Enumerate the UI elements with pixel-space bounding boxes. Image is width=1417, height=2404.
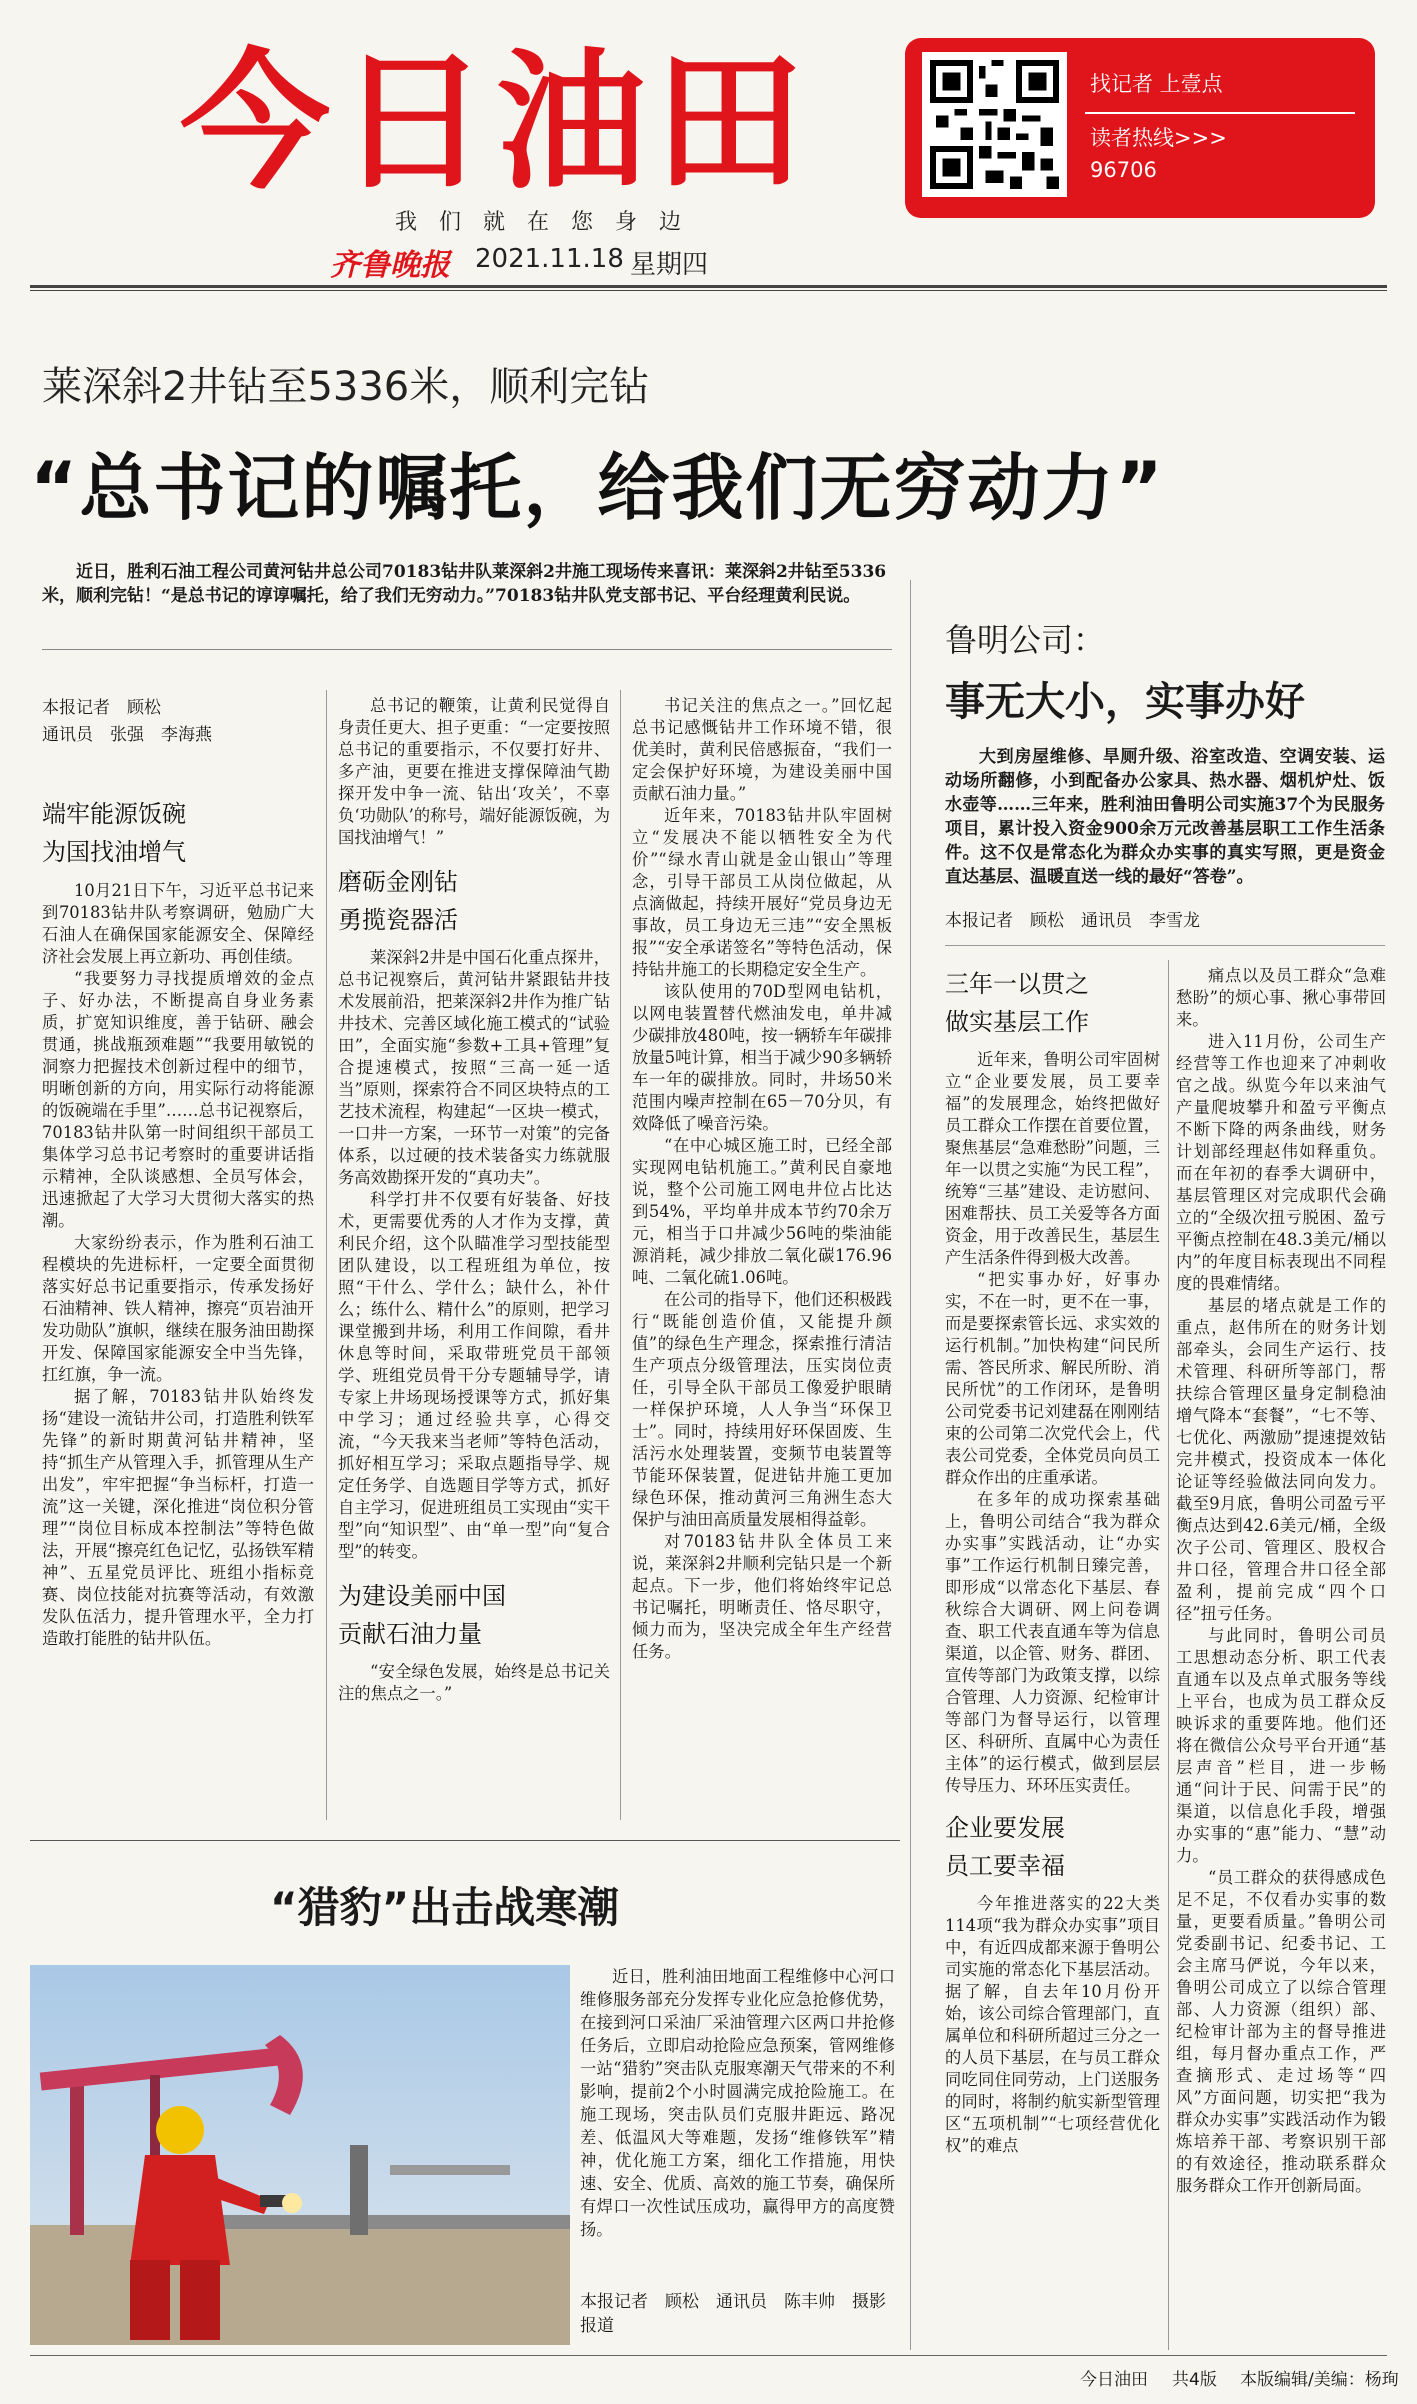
paragraph: 10月21日下午，习近平总书记来到70183钻井队考察调研，勉励广大石油人在确保国家能源安全、保障经济社会发展上再立新功、再创佳绩。 [42, 881, 314, 966]
lead-section2-title-b: 勇揽瓷器活 [338, 906, 458, 934]
feature-byline: 本报记者 顾松 通讯员 陈丰帅 摄影报道 [580, 2292, 886, 2336]
right-column-1 [945, 965, 1160, 2345]
paragraph: 总书记的鞭策，让黄利民觉得自身责任更大、担子更重：“一定要按照总书记的重要指示，不仅要打好井、多产油，更要在推进支撑保障油气勘探开发中争一流、钻出‘攻关’，不辜负‘功勋队’的称号，端好能源饭碗，为国找油增气！” [338, 696, 610, 847]
lead-byline-correspondent: 通讯员 张强 李海燕 [42, 725, 212, 745]
right-kicker: 鲁明公司： [945, 621, 1106, 659]
paragraph: “在中心城区施工时，已经全部实现网电钻机施工。”黄利民自豪地说，整个公司施工网电井位占比达到54%，平均单井成本节约70余万元，相当于口井减少56吨的柴油能源消耗，减少排放二氧化碳176.96吨、二氧化硫1.06吨。 [632, 1136, 892, 1287]
paragraph: 进入11月份，公司生产经营等工作也迎来了冲刺收官之战。纵览今年以来油气产量爬坡攀升和盈亏平衡点不断下降的两条曲线，财务计划部经理赵伟如释重负。而在年初的春季大调研中，基层管理区对完成职代会确立的“全级次扭亏脱困、盈亏平衡点控制在48.3美元/桶以内”的年度目标表现出不同程度的畏难情绪。 [1176, 1032, 1386, 1293]
right-section1-title-b: 做实基层工作 [945, 1008, 1089, 1036]
header-rule [30, 285, 1387, 288]
footer-editor: 本版编辑/美编：杨珣 [1240, 2370, 1399, 2390]
paragraph: 近年来，70183钻井队牢固树立“发展决不能以牺牲安全为代价”“绿水青山就是金山银山”等理念，引导干部员工从岗位做起，从点滴做起，持续开展好“党员身边无事故，员工身边无三违”“安全黑板报”“安全承诺签名”等特色活动，保持钻井施工的长期稳定安全生产。 [632, 806, 892, 979]
column-divider [910, 580, 911, 2350]
paragraph: 对70183钻井队全体员工来说，莱深斜2井顺利完钻只是一个新起点。下一步，他们将始终牢记总书记嘱托，明晰责任、恪尽职守，倾力而为，坚决完成全年生产经营任务。 [632, 1532, 892, 1661]
footer-page-count: 共4版 [1172, 2370, 1217, 2390]
paragraph: “安全绿色发展，始终是总书记关注的焦点之一。” [338, 1662, 610, 1703]
right-byline: 本报记者 顾松 通讯员 李雪龙 [945, 911, 1200, 931]
lead-section1-title-a: 端牢能源饭碗 [42, 800, 186, 828]
section-rule [945, 945, 1385, 946]
paragraph: 据了解，70183钻井队始终发扬“建设一流钻井公司，打造胜利铁军先锋”的新时期黄河钻井精神，坚持“抓生产从管理入手，抓管理从生产出发”，牢牢把握“争当标杆，打造一流”这一关键，深化推进“岗位积分管理”“岗位目标成本控制法”等特色做法，开展“擦亮红色记忆，弘扬铁军精神”、五星党员评比、班组小指标竞赛、岗位技能对抗赛等活动，有效激发队伍活力，提升管理水平，全力打造敢打能胜的钻井队伍。 [42, 1387, 314, 1648]
hotline-number: 96706 [1090, 158, 1157, 182]
issue-weekday: 星期四 [630, 250, 709, 280]
contact-divider [1085, 112, 1355, 114]
paragraph: 在公司的指导下，他们还积极践行“既能创造价值，又能提升颜值”的绿色生产理念，探索推行清洁生产项点分级管理法，压实岗位责任，引导全队干部员工像爱护眼睛一样保护环境，人人争当“环保卫士”。同时，持续用好环保固废、生活污水处理装置，变频节电装置等节能环保装置，促进钻井施工更加绿色环保，推动黄河三角洲生态大保护与油田高质量发展相得益彰。 [632, 1290, 892, 1529]
paragraph: “我要努力寻找提质增效的金点子、好办法，不断提高自身业务素质，扩宽知识维度，善于钻研、融会贯通，挑战瓶颈难题”“我要用敏锐的洞察力把握技术创新过程中的细节，明晰创新的方向，用实际行动将能源的饭碗端在手里”……总书记视察后，70183钻井队第一时间组织干部员工集体学习总书记考察时的重要讲话指示精神，全队谈感想、全员写体会，迅速掀起了大学习大贯彻大落实的热潮。 [42, 969, 314, 1230]
paragraph: 痛点以及员工群众“急难愁盼”的烦心事、揪心事带回来。 [1176, 966, 1386, 1029]
sponsor-logo: 齐鲁晚报 [330, 248, 450, 283]
lead-section1-title-b: 为国找油增气 [42, 838, 186, 866]
feature-rule [30, 1840, 900, 1841]
right-column-2 [1176, 965, 1386, 2345]
lead-section3-title-a: 为建设美丽中国 [338, 1582, 506, 1610]
feature-text: 近日，胜利油田地面工程维修中心河口维修服务部充分发挥专业化应急抢修优势，在接到河口采油厂采油管理六区两口井抢修任务后，立即启动抢险应急预案，管网维修一站“猎豹”突击队克服寒潮天气带来的不利影响，提前2个小时圆满完成抢险施工。在施工现场，突击队员们克服井距远、路况差、低温风大等难题，发扬“维修铁军”精神，优化施工方案，细化工作措施，用快速、安全、优质、高效的施工节奏，确保所有焊口一次性试压成功，赢得甲方的高度赞扬。 [580, 1967, 895, 2239]
lead-column-1 [42, 880, 314, 1820]
paragraph: “把实事办好，好事办实，不在一时，更不在一事，而是要探索管长远、求实效的运行机制。”加快构建“问民所需、答民所求、解民所盼、消民所忧”的工作闭环，是鲁明公司党委书记刘建磊在刚刚结束的公司第二次党代会上，代表公司党委，全体党员向员工群众作出的庄重承诺。 [945, 1270, 1160, 1487]
lead-subhead: 莱深斜2井钻至5336米，顺利完钻 [42, 364, 650, 410]
paragraph: 科学打井不仅要有好装备、好技术，更需要优秀的人才作为支撑，黄利民介绍，这个队瞄准学习型技能型团队建设，以工程班组为单位，按照“干什么、学什么；缺什么，补什么；练什么、精什么”的原则，把学习课堂搬到井场，利用工作间隙，看井休息等时间，采取带班党员干部领学、班组党员骨干分专题辅导学，请专家上井场现场授课等方式，抓好集中学习；通过经验共享，心得交流，“今天我来当老师”等特色活动，抓好相互学习；采取点题指导学、规定任务学、自选题目学等方式，抓好自主学习，促进班组员工实现由“实干型”向“知识型”、由“单一型”向“复合型”的转变。 [338, 1190, 610, 1561]
lead-byline-reporter: 本报记者 顾松 [42, 698, 161, 718]
feature-headline: “猎豹”出击战寒潮 [270, 1883, 620, 1932]
header-rule-thin [30, 290, 1387, 291]
paragraph: 近年来，鲁明公司牢固树立“企业要发展，员工要幸福”的发展理念，始终把做好员工群众工作摆在首要位置，聚焦基层“急难愁盼”问题，三年一以贯之实施“为民工程”，统筹“三基”建设、走访慰问、困难帮扶、员工关爱等各方面资金，用于改善民生，基层生产生活条件得到极大改善。 [945, 1050, 1160, 1267]
right-section2-title-b: 员工要幸福 [945, 1852, 1065, 1880]
paragraph: 在多年的成功探索基础上，鲁明公司结合“我为群众办实事”实践活动，让“办实事”工作运行机制日臻完善，即形成“以常态化下基层、春秋综合大调研、网上问卷调查、职工代表直通车等为信息渠道，以企管、财务、群团、宣传等部门为政策支撑，以综合管理、人力资源、纪检审计等部门为督导运行，以管理区、科研所、直属中心为责任主体”的运行模式，做到层层传导压力、环环压实责任。 [945, 1490, 1160, 1795]
contact-title: 找记者 上壹点 [1090, 72, 1223, 96]
paragraph: 该队使用的70D型网电钻机，以网电装置替代燃油发电，单井减少碳排放480吨，按一辆轿车年碳排放量5吨计算，相当于减少90多辆轿车一年的碳排放。同时，井场50米范围内噪声控制在65－70分贝，有效降低了噪音污染。 [632, 982, 892, 1133]
lead-section2-title-a: 磨砺金刚钻 [338, 868, 458, 896]
feature-photo [30, 1965, 570, 2345]
lead-column-3 [612, 695, 892, 1820]
lead-headline: “总书记的嘱托，给我们无穷动力” [30, 446, 1165, 530]
hotline-label: 读者热线>>> [1090, 126, 1227, 150]
paragraph: 基层的堵点就是工作的重点，赵伟所在的财务计划部牵头，会同生产运行、技术管理、科研所等部门，帮扶综合管理区量身定制稳油增气降本“套餐”，“七不等、七优化、两激励”提速提效钻完井模式，投资成本一体化论证等经验做法同向发力。截至9月底，鲁明公司盈亏平衡点达到42.6美元/桶，全级次子公司、管理区、股权合井口径，管理合井口径全部盈利，提前完成“四个口径”扭亏任务。 [1176, 1296, 1386, 1623]
paragraph: 莱深斜2井是中国石化重点探井，总书记视察后，黄河钻井紧跟钻井技术发展前沿，把莱深斜2井作为推广钻井技术、完善区域化施工模式的“试验田”，全面实施“参数+工具+管理”复合提速模式，按照“三高一延一适当”原则，探索符合不同区块特点的工艺技术流程，构建起“一区块一模式，一口井一方案，一环节一对策”的完备体系，以过硬的技术装备实力练就服务高效勘探开发的“真功夫”。 [338, 948, 610, 1187]
lead-column-2 [338, 695, 610, 1820]
footer-section: 今日油田 [1080, 2370, 1148, 2390]
masthead-slogan: 我们就在您身边 [395, 210, 704, 235]
paragraph: 与此同时，鲁明公司员工思想动态分析、职工代表直通车以及点单式服务等线上平台，也成为员工群众反映诉求的重要阵地。他们还将在微信公众号平台开通“基层声音”栏目，进一步畅通“问计于民、问需于民”的渠道，以信息化手段，增强办实事的“惠”能力、“慧”动力。 [1176, 1626, 1386, 1865]
footer-rule [30, 2355, 1387, 2356]
paragraph: 大家纷纷表示，作为胜利石油工程模块的先进标杆，一定要全面贯彻落实好总书记重要指示，传承发扬好石油精神、铁人精神，擦亮“页岩油开发功勋队”旗帜，继续在服务油田勘探开发、保障国家能源安全中当先锋，扛红旗，争一流。 [42, 1233, 314, 1384]
column-divider [1168, 960, 1169, 2350]
lead-section3-title-b: 贡献石油力量 [338, 1620, 482, 1648]
paragraph: 书记关注的焦点之一。”回忆起总书记感慨钻井工作环境不错，很优美时，黄利民倍感振奋，“我们一定会保护好环境，为建设美丽中国贡献石油力量。” [632, 696, 892, 803]
right-section2-title-a: 企业要发展 [945, 1814, 1065, 1842]
column-divider [326, 690, 327, 1820]
masthead-title: 今日油田 [180, 36, 813, 210]
right-section1-title-a: 三年一以贯之 [945, 970, 1089, 998]
lead-intro: 近日，胜利石油工程公司黄河钻井总公司70183钻井队莱深斜2井施工现场传来喜讯：莱深斜2井钻至5336米，顺利完钻！“是总书记的谆谆嘱托，给了我们无穷动力。”70183钻井队党支部书记、平台经理黄利民说。 [42, 562, 887, 606]
issue-date: 2021.11.18 [475, 244, 624, 274]
paragraph: 今年推进落实的22大类114项“我为群众办实事”项目中，有近四成都来源于鲁明公司实施的常态化下基层活动。据了解，自去年10月份开始，该公司综合管理部门，直属单位和科研所超过三分之一的人员下基层，在与员工群众同吃同住同劳动，上门送服务的同时，将制约航实新型管理区“五项机制”“七项经营优化权”的难点 [945, 1894, 1160, 2155]
qr-code-icon[interactable] [922, 52, 1067, 197]
right-headline: 事无大小，实事办好 [945, 679, 1305, 725]
paragraph: “员工群众的获得感成色足不足，不仅看办实事的数量，更要看质量。”鲁明公司党委副书记、纪委书记、工会主席马俨说，今年以来，鲁明公司成立了以综合管理部、人力资源（组织）部、纪检审计部为主的督导推进组，每月督办重点工作，严查摘形式、走过场等“四风”方面问题，切实把“我为群众办实事”实践活动作为锻炼培养干部、考察识别干部的有效途径，推动联系群众服务群众工作开创新局面。 [1176, 1868, 1386, 2195]
right-intro: 大到房屋维修、旱厕升级、浴室改造、空调安装、运动场所翻修，小到配备办公家具、热水器、烟机炉灶、饭水壶等……三年来，胜利油田鲁明公司实施37个为民服务项目，累计投入资金900余万元改善基层职工工作生活条件。这不仅是常态化为群众办实事的真实写照，更是资金直达基层、温暖直送一线的最好“答卷”。 [945, 747, 1385, 887]
